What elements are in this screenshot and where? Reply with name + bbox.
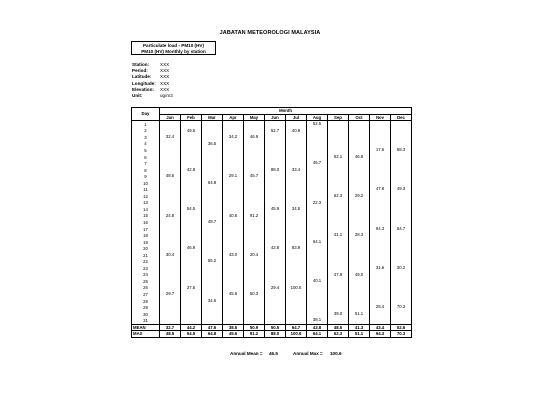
day-number-cell: 20 [132, 245, 160, 252]
value-cell: 30.4 [160, 252, 181, 259]
value-cell: 70.3 [391, 304, 412, 311]
value-cell [391, 317, 412, 324]
day-number-cell: 19 [132, 239, 160, 246]
value-cell: 29.4 [265, 285, 286, 292]
value-cell [286, 317, 307, 324]
value-cell: 88.0 [265, 167, 286, 174]
value-cell: 45.9 [265, 206, 286, 213]
meta-value: XXX [160, 68, 170, 74]
meta-value: XXX [160, 80, 170, 86]
month-group-header: Month [160, 108, 412, 115]
day-number-cell: 14 [132, 206, 160, 213]
value-cell [181, 121, 202, 128]
value-cell: 42.8 [265, 245, 286, 252]
value-cell: 52.7 [265, 128, 286, 135]
value-cell [265, 121, 286, 128]
value-cell: 45.7 [244, 173, 265, 180]
stat-value-cell: 47.6 [202, 324, 223, 331]
value-cell [391, 121, 412, 128]
value-cell [370, 121, 391, 128]
value-cell: 49.0 [349, 272, 370, 279]
value-cell [328, 317, 349, 324]
day-number-cell: 25 [132, 278, 160, 285]
value-cell: 47.8 [328, 272, 349, 279]
meta-label: Longitude: [132, 80, 156, 86]
annual-mean-label: Annual Mean = [230, 351, 263, 356]
meta-value: XXX [160, 74, 170, 80]
stat-row-max [132, 331, 412, 338]
table-row [132, 317, 412, 324]
value-cell: 49.5 [181, 128, 202, 135]
value-cell [160, 317, 181, 324]
value-cell: 38.1 [307, 317, 328, 324]
meta-label: Station: [132, 62, 150, 67]
stat-value-cell: 50.9 [244, 324, 265, 331]
stat-value-cell: 100.6 [286, 331, 307, 338]
value-cell [349, 317, 370, 324]
day-number-cell: 18 [132, 232, 160, 239]
value-cell: 29.1 [223, 173, 244, 180]
month-column-header: Sep [328, 114, 349, 121]
stat-value-cell: 54.5 [181, 331, 202, 338]
value-cell: 54.5 [181, 206, 202, 213]
value-cell [202, 317, 223, 324]
value-cell [286, 121, 307, 128]
day-number-cell: 2 [132, 128, 160, 135]
meta-value: XXX [160, 86, 170, 92]
value-cell: 91.2 [244, 213, 265, 220]
value-cell: 54.7 [391, 226, 412, 233]
day-number-cell: 15 [132, 213, 160, 220]
value-cell: 48.7 [202, 219, 223, 226]
table-row [132, 121, 412, 128]
stat-value-cell: 43.8 [307, 324, 328, 331]
stat-value-cell: 91.2 [244, 331, 265, 338]
annual-mean-value: 46.5 [269, 351, 278, 356]
day-number-cell: 27 [132, 291, 160, 298]
meta-value: XXX [160, 62, 170, 67]
value-cell: 29.7 [160, 291, 181, 298]
value-cell: 24.8 [160, 213, 181, 220]
stat-value-cell: 62.3 [328, 331, 349, 338]
value-cell: 46.9 [181, 245, 202, 252]
station-metadata [132, 62, 173, 99]
day-number-cell: 6 [132, 154, 160, 161]
stat-value-cell: 38.5 [223, 324, 244, 331]
value-cell: 62.3 [328, 193, 349, 200]
value-cell: 40.6 [223, 213, 244, 220]
value-cell: 48.5 [160, 173, 181, 180]
day-number-cell: 7 [132, 160, 160, 167]
day-number-cell: 28 [132, 298, 160, 305]
value-cell: 46.9 [244, 134, 265, 141]
day-number-cell: 16 [132, 219, 160, 226]
value-cell: 49.3 [391, 186, 412, 193]
meta-label: Elevation: [132, 86, 154, 92]
value-cell: 94.3 [370, 226, 391, 233]
value-cell: 17.6 [370, 147, 391, 154]
meta-label: Period: [132, 68, 148, 74]
value-cell: 33.4 [286, 167, 307, 174]
day-number-cell: 23 [132, 265, 160, 272]
value-cell: 45.6 [223, 291, 244, 298]
day-number-cell: 21 [132, 252, 160, 259]
value-cell [223, 121, 244, 128]
stat-value-cell: 44.2 [181, 324, 202, 331]
stat-value-cell: 32.7 [160, 324, 181, 331]
stat-value-cell: 48.5 [160, 331, 181, 338]
stat-label: MAX [132, 331, 160, 338]
value-cell: 42.8 [181, 167, 202, 174]
month-column-header: Oct [349, 114, 370, 121]
parameter-box [131, 41, 216, 55]
day-number-cell: 13 [132, 200, 160, 207]
value-cell: 40.9 [286, 128, 307, 135]
value-cell: 51.1 [349, 311, 370, 318]
meta-label: Latitude: [132, 74, 152, 80]
value-cell [244, 121, 265, 128]
value-cell: 83.9 [286, 245, 307, 252]
month-column-header: Dec [391, 114, 412, 121]
value-cell: 43.0 [223, 252, 244, 259]
value-cell: 27.5 [181, 285, 202, 292]
stat-value-cell: 48.5 [328, 324, 349, 331]
month-column-header: Jun [265, 114, 286, 121]
month-column-header: Mar [202, 114, 223, 121]
day-number-cell: 31 [132, 317, 160, 324]
day-number-cell: 3 [132, 134, 160, 141]
value-cell [160, 121, 181, 128]
stat-value-cell: 43.4 [370, 324, 391, 331]
day-number-cell: 8 [132, 167, 160, 174]
value-cell: 52.5 [307, 121, 328, 128]
meta-label: Unit: [132, 92, 143, 98]
value-cell [223, 317, 244, 324]
stat-value-cell: 41.3 [349, 324, 370, 331]
value-cell: 41.1 [328, 232, 349, 239]
day-number-cell: 1 [132, 121, 160, 128]
value-cell [181, 317, 202, 324]
value-cell: 30.2 [391, 265, 412, 272]
month-column-header: May [244, 114, 265, 121]
value-cell: 52.1 [328, 154, 349, 161]
month-column-header: Jul [286, 114, 307, 121]
value-cell: 55.2 [202, 258, 223, 265]
day-number-cell: 29 [132, 304, 160, 311]
value-cell: 22.3 [307, 200, 328, 207]
stat-value-cell: 64.8 [202, 331, 223, 338]
month-column-header: Aug [307, 114, 328, 121]
value-cell: 100.6 [286, 285, 307, 292]
day-number-cell: 9 [132, 173, 160, 180]
value-cell: 32.4 [160, 134, 181, 141]
value-cell: 46.8 [349, 154, 370, 161]
value-cell: 64.8 [202, 180, 223, 187]
value-cell: 34.2 [223, 134, 244, 141]
value-cell: 36.5 [202, 141, 223, 148]
stat-value-cell: 88.0 [265, 331, 286, 338]
value-cell [244, 317, 265, 324]
parameter-line-1: Particulate load - PM10 (HV) [142, 42, 204, 48]
stat-value-cell: 70.3 [391, 331, 412, 338]
value-cell: 34.5 [286, 206, 307, 213]
value-cell: 28.3 [349, 232, 370, 239]
value-cell: 58.3 [391, 147, 412, 154]
day-number-cell: 22 [132, 258, 160, 265]
meta-value: ug/m3 [160, 92, 173, 98]
page-title: JABATAN METEOROLOGI MALAYSIA [219, 30, 321, 36]
value-cell: 25.4 [370, 304, 391, 311]
month-column-header: Jan [160, 114, 181, 121]
day-number-cell: 5 [132, 147, 160, 154]
value-cell: 40.1 [307, 278, 328, 285]
annual-max-value: 100.6 [330, 351, 342, 356]
value-cell [349, 121, 370, 128]
stat-value-cell: 52.6 [391, 324, 412, 331]
value-cell [370, 317, 391, 324]
day-number-cell: 11 [132, 186, 160, 193]
month-column-header: Feb [181, 114, 202, 121]
month-column-header: Apr [223, 114, 244, 121]
value-cell: 47.8 [370, 186, 391, 193]
day-number-cell: 24 [132, 272, 160, 279]
value-cell: 29.2 [349, 193, 370, 200]
day-number-cell: 4 [132, 141, 160, 148]
value-cell: 20.4 [244, 252, 265, 259]
stat-value-cell: 45.6 [223, 331, 244, 338]
stat-value-cell: 50.5 [265, 324, 286, 331]
value-cell [202, 121, 223, 128]
month-column-header: Nov [370, 114, 391, 121]
annual-max-label: Annual Max = [293, 351, 323, 356]
day-number-cell: 10 [132, 180, 160, 187]
value-cell: 50.3 [244, 291, 265, 298]
value-cell: 45.7 [307, 160, 328, 167]
meta-row-unit [132, 93, 173, 99]
stat-value-cell: 64.1 [307, 331, 328, 338]
stat-value-cell: 51.1 [349, 331, 370, 338]
value-cell [265, 317, 286, 324]
value-cell: 31.6 [370, 265, 391, 272]
monthly-data-table [131, 107, 412, 338]
parameter-line-2: PM10 (HV) Monthly by station [141, 48, 206, 54]
value-cell: 64.1 [307, 239, 328, 246]
day-number-cell: 26 [132, 285, 160, 292]
stat-value-cell: 94.3 [370, 331, 391, 338]
value-cell: 34.6 [202, 298, 223, 305]
day-column-header: Day [132, 108, 160, 121]
day-number-cell: 30 [132, 311, 160, 318]
day-number-cell: 12 [132, 193, 160, 200]
day-number-cell: 17 [132, 226, 160, 233]
value-cell [328, 121, 349, 128]
stat-label: MEAN [132, 324, 160, 331]
stat-value-cell: 64.7 [286, 324, 307, 331]
value-cell: 39.0 [328, 311, 349, 318]
